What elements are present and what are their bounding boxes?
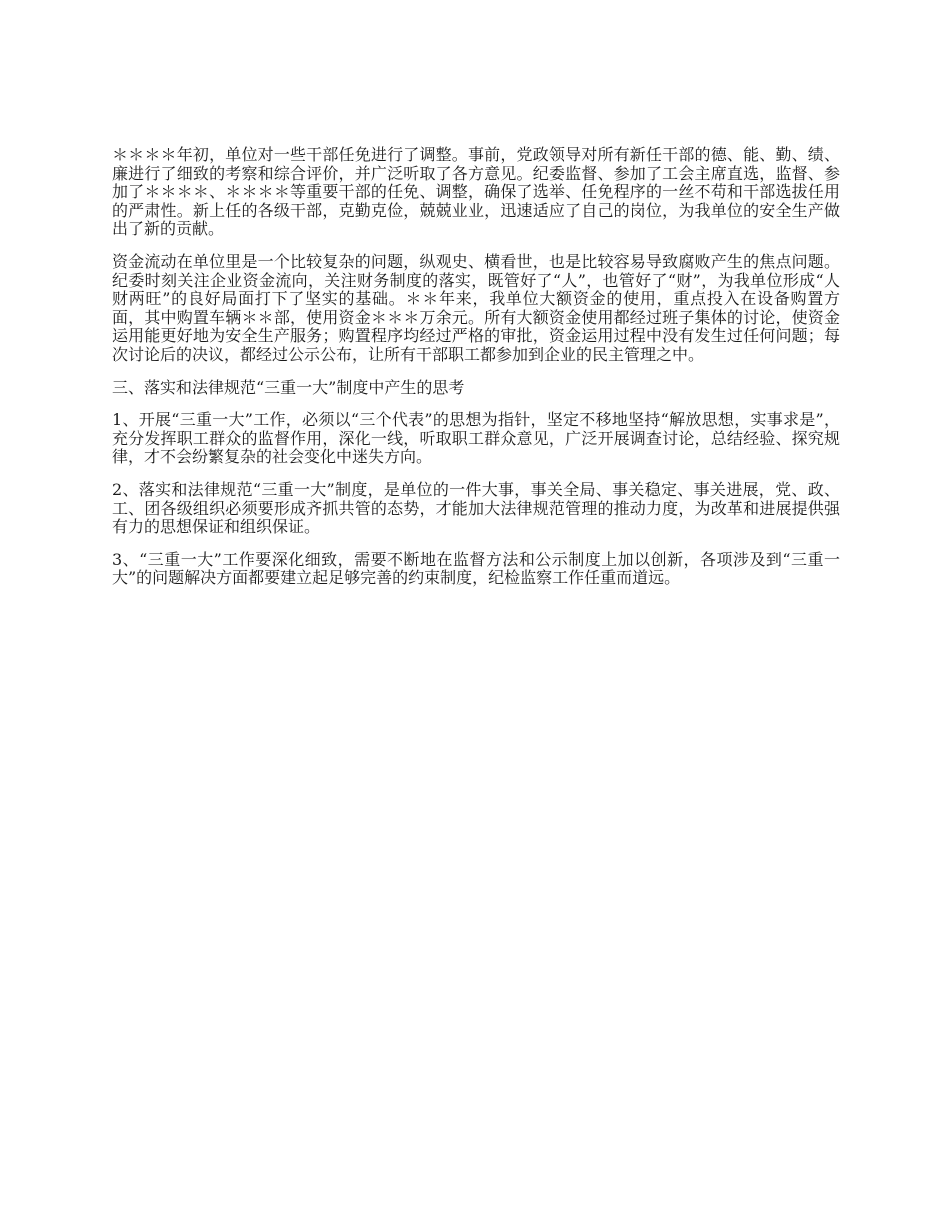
list-item: 3、“三重一大”工作要深化细致，需要不断地在监督方法和公示制度上加以创新，各项涉及到“三重一大”的问题解决方面都要建立起足够完善的约束制度，纪检监察工作任重而道远。 bbox=[112, 549, 840, 588]
paragraph-cadre-appointment: ＊＊＊＊年初，单位对一些干部任免进行了调整。事前，党政领导对所有新任干部的德、能、勤、绩、廉进行了细致的考察和综合评价，并广泛听取了各方意见。纪委监督、参加了工会主席直选，监督、参加了＊＊＊＊、＊＊＊＊等重要干部的任免、调整，确保了选举、任免程序的一丝不苟和干部选拔任用的严肃性。新上任的各级干部，克勤克俭，兢兢业业，迅速适应了自己的岗位，为我单位的安全生产做出了新的贡献。 bbox=[112, 145, 840, 239]
document-body bbox=[112, 146, 840, 602]
list-item: 1、开展“三重一大”工作，必须以“三个代表”的思想为指针，坚定不移地坚持“解放思想，实事求是”，充分发挥职工群众的监督作用，深化一线，听取职工群众意见，广泛开展调查讨论，总结经验、探究规律，才不会纷繁复杂的社会变化中迷失方向。 bbox=[112, 410, 840, 467]
list-item: 2、落实和法律规范“三重一大”制度，是单位的一件大事，事关全局、事关稳定、事关进展，党、政、工、团各级组织必须要形成齐抓共管的态势，才能加大法律规范管理的推动力度，为改革和进展提供强有力的思想保证和组织保证。 bbox=[112, 479, 840, 537]
section-heading: 三、落实和法律规范“三重一大”制度中产生的思考 bbox=[112, 377, 465, 397]
paragraph-fund-flow: 资金流动在单位里是一个比较复杂的问题，纵观史、横看世，也是比较容易导致腐败产生的焦点问题。纪委时刻关注企业资金流向，关注财务制度的落实，既管好了“人”，也管好了“财”，为我单位形成“人财两旺”的良好局面打下了坚实的基础。＊＊年来，我单位大额资金的使用，重点投入在设备购置方面，其中购置车辆＊＊部，使用资金＊＊＊万余元。所有大额资金使用都经过班子集体的讨论，使资金运用能更好地为安全生产服务；购置程序均经过严格的审批，资金运用过程中没有发生过任何问题；每次讨论后的决议，都经过公示公布，让所有干部职工都参加到企业的民主管理之中。 bbox=[112, 251, 840, 364]
